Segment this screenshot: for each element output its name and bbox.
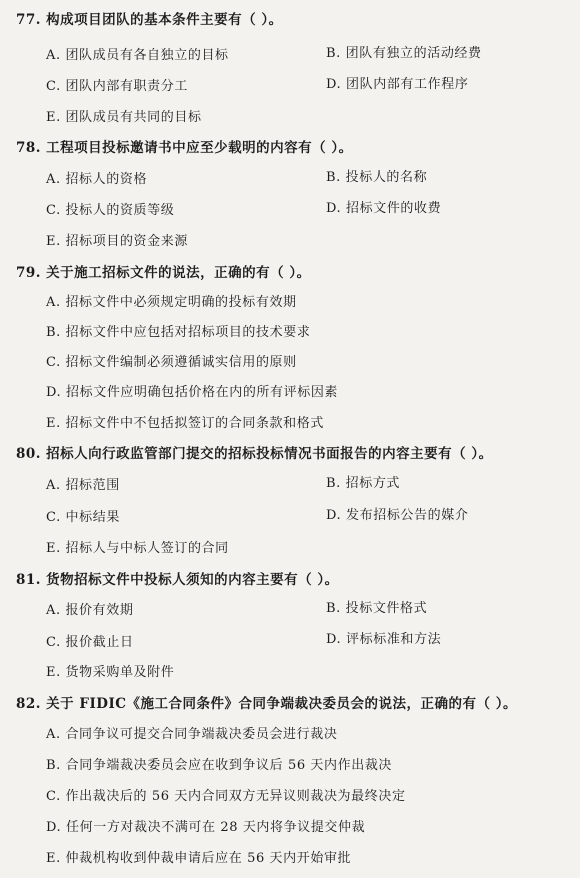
question-80-option-a: A. 招标范围 — [46, 478, 120, 493]
question-81-option-b: B. 投标文件格式 — [326, 601, 428, 616]
question-78-option-c: C. 投标人的资质等级 — [46, 203, 175, 218]
question-78-option-b: B. 投标人的名称 — [326, 170, 428, 185]
question-81-option-e: E. 货物采购单及附件 — [46, 665, 175, 680]
question-81-option-d: D. 评标标准和方法 — [326, 632, 442, 647]
question-80-option-b: B. 招标方式 — [326, 476, 401, 491]
question-77-option-a: A. 团队成员有各自独立的目标 — [46, 48, 229, 63]
question-82-option-a: A. 合同争议可提交合同争端裁决委员会进行裁决 — [46, 727, 338, 742]
question-79-option-a: A. 招标文件中必须规定明确的投标有效期 — [46, 295, 297, 310]
question-78-option-e: E. 招标项目的资金来源 — [46, 234, 188, 249]
question-82-option-e: E. 仲裁机构收到仲裁申请后应在 56 天内开始审批 — [46, 851, 352, 866]
question-77-option-b: B. 团队有独立的活动经费 — [326, 46, 482, 61]
question-77-option-d: D. 团队内部有工作程序 — [326, 77, 469, 92]
question-81-option-c: C. 报价截止日 — [46, 635, 134, 650]
question-78-option-a: A. 招标人的资格 — [46, 172, 148, 187]
question-81-stem: 81. 货物招标文件中投标人须知的内容主要有（ ）。 — [16, 572, 339, 588]
question-81-option-a: A. 报价有效期 — [46, 603, 134, 618]
question-79-option-c: C. 招标文件编制必须遵循诚实信用的原则 — [46, 355, 297, 370]
question-77-stem: 77. 构成项目团队的基本条件主要有（ ）。 — [16, 12, 283, 28]
question-82-option-d: D. 任何一方对裁决不满可在 28 天内将争议提交仲裁 — [46, 820, 366, 835]
question-80-option-c: C. 中标结果 — [46, 510, 120, 525]
question-79-stem: 79. 关于施工招标文件的说法，正确的有（ ）。 — [16, 265, 311, 281]
question-78-option-d: D. 招标文件的收费 — [326, 201, 442, 216]
question-80-option-d: D. 发布招标公告的媒介 — [326, 508, 469, 523]
question-80-stem: 80. 招标人向行政监管部门提交的招标投标情况书面报告的内容主要有（ ）。 — [16, 446, 493, 462]
question-79-option-b: B. 招标文件中应包括对招标项目的技术要求 — [46, 325, 311, 340]
question-79-option-d: D. 招标文件应明确包括价格在内的所有评标因素 — [46, 385, 339, 400]
question-82-stem: 82. 关于 FIDIC《施工合同条件》合同争端裁决委员会的说法，正确的有（ ）。 — [16, 696, 518, 712]
question-77-option-c: C. 团队内部有职责分工 — [46, 79, 188, 94]
question-78-stem: 78. 工程项目投标邀请书中应至少载明的内容有（ ）。 — [16, 140, 353, 156]
question-82-option-b: B. 合同争端裁决委员会应在收到争议后 56 天内作出裁决 — [46, 758, 393, 773]
question-77-option-e: E. 团队成员有共同的目标 — [46, 110, 202, 125]
question-79-option-e: E. 招标文件中不包括拟签订的合同条款和格式 — [46, 416, 324, 431]
question-82-option-c: C. 作出裁决后的 56 天内合同双方无异议则裁决为最终决定 — [46, 789, 406, 804]
question-80-option-e: E. 招标人与中标人签订的合同 — [46, 541, 229, 556]
